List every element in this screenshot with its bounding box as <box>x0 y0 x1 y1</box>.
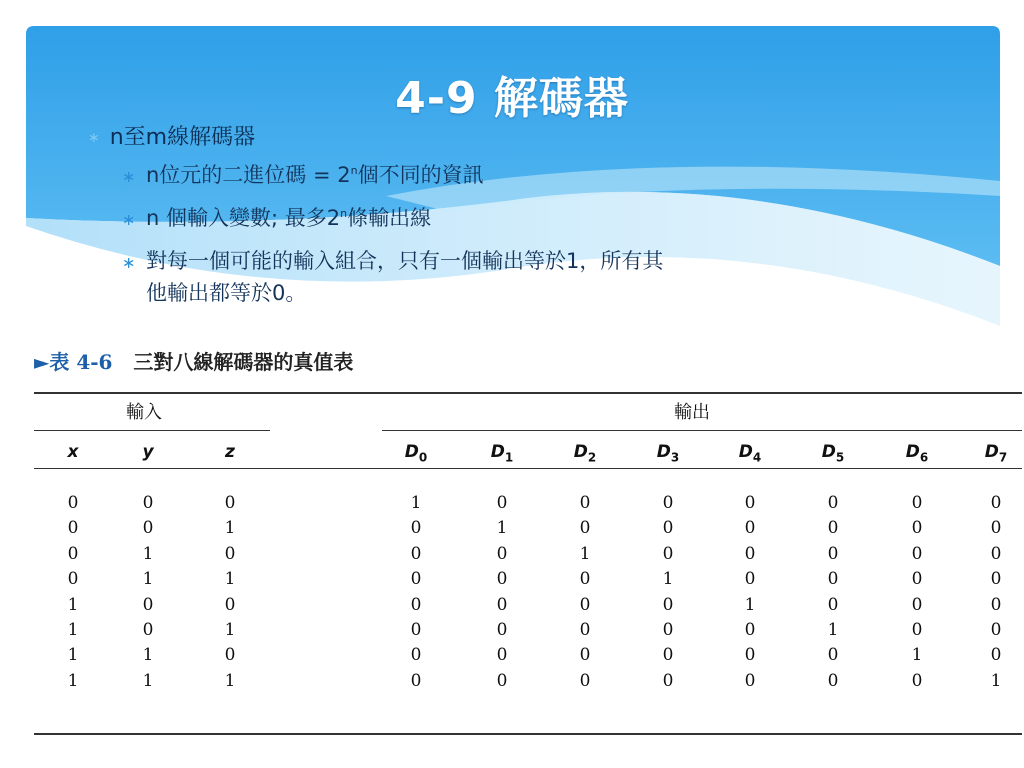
bullet-sub-3-line-1: 對每一個可能的輸入組合，只有一個輸出等於1，所有其 <box>146 249 664 273</box>
table-cell: 1 <box>67 670 79 691</box>
table-cell: 0 <box>990 645 1002 666</box>
col-header-base: D <box>821 442 836 462</box>
col-header-base: D <box>404 442 419 462</box>
table-cell: 0 <box>579 518 591 539</box>
table-cell: 0 <box>744 518 756 539</box>
table-cell: 1 <box>224 569 236 590</box>
table-cell: 0 <box>911 493 923 513</box>
table-cell: 1 <box>911 645 923 666</box>
table-cell: 0 <box>827 645 839 666</box>
table-top-rule <box>34 392 1022 394</box>
table-cell: 0 <box>410 518 422 539</box>
table-cell: 0 <box>579 645 591 666</box>
table-cell: 0 <box>579 493 591 513</box>
table-cell: 0 <box>579 569 591 590</box>
col-header-d0 <box>386 442 446 464</box>
bullet-sub-1-text-a: n位元的二進位碼 = 2 <box>146 163 351 187</box>
table-cell: 0 <box>911 670 923 691</box>
table-cell: 0 <box>496 594 508 615</box>
bullet-asterisk-icon: ∗ <box>122 167 136 186</box>
table-cell: 0 <box>579 670 591 691</box>
table-cell: 0 <box>990 518 1002 539</box>
table-cell: 0 <box>744 645 756 666</box>
col-header-subscript: 1 <box>504 450 514 465</box>
table-cell: 0 <box>990 620 1002 640</box>
table-cell: 1 <box>827 620 839 640</box>
table-cell: 0 <box>662 493 674 513</box>
table-cell: 0 <box>990 493 1002 513</box>
col-header-d2 <box>555 442 615 464</box>
bullet-sub-2-text-b: 條輸出線 <box>347 206 432 230</box>
table-cell: 0 <box>990 569 1002 590</box>
table-cell: 0 <box>410 543 422 564</box>
table-cell: 0 <box>744 670 756 691</box>
table-cell: 1 <box>579 543 591 564</box>
table-cell: 0 <box>496 645 508 666</box>
bullet-sub-1-superscript: n <box>350 164 358 177</box>
table-cell: 0 <box>911 569 923 590</box>
col-header-d1 <box>472 442 532 464</box>
table-cell: 0 <box>224 543 236 564</box>
table-cell: 0 <box>224 645 236 666</box>
bullet-asterisk-icon: ∗ <box>122 253 136 272</box>
table-cell: 0 <box>827 569 839 590</box>
col-header-d7 <box>966 442 1024 464</box>
bullet-sub-3 <box>122 246 942 308</box>
col-header-subscript: 3 <box>670 450 680 465</box>
table-caption-number: ►表 4-6 <box>34 350 113 374</box>
col-header-d6 <box>887 442 947 464</box>
table-cell: 0 <box>662 620 674 640</box>
table-cell: 1 <box>662 569 674 590</box>
table-cell: 1 <box>410 493 422 513</box>
table-cell: 1 <box>67 645 79 666</box>
table-cell: 1 <box>142 670 154 691</box>
table-cell: 0 <box>579 620 591 640</box>
bullet-sub-1 <box>122 160 942 192</box>
col-header-y: y <box>142 442 154 462</box>
table-cell: 0 <box>496 569 508 590</box>
col-header-subscript: 2 <box>587 450 597 465</box>
table-cell: 1 <box>496 518 508 539</box>
table-cell: 1 <box>142 569 154 590</box>
col-header-base: D <box>656 442 671 462</box>
inputs-group-rule <box>34 430 270 431</box>
table-cell: 0 <box>410 569 422 590</box>
col-header-x: x <box>67 442 79 462</box>
table-bottom-rule <box>34 733 1022 735</box>
table-cell: 0 <box>410 620 422 640</box>
table-cell: 0 <box>662 543 674 564</box>
bullet-asterisk-icon: ∗ <box>122 210 136 229</box>
table-cell: 1 <box>67 594 79 615</box>
header-bottom-rule <box>34 468 1022 469</box>
table-cell: 0 <box>142 620 154 640</box>
table-cell: 0 <box>142 493 154 513</box>
table-cell: 0 <box>744 620 756 640</box>
table-cell: 0 <box>827 594 839 615</box>
table-cell: 0 <box>67 543 79 564</box>
col-header-subscript: 6 <box>919 450 929 465</box>
col-header-base: D <box>738 442 753 462</box>
col-header-d5 <box>803 442 863 464</box>
table-cell: 0 <box>496 620 508 640</box>
col-header-subscript: 0 <box>418 450 428 465</box>
table-cell: 0 <box>744 543 756 564</box>
table-cell: 0 <box>410 594 422 615</box>
outputs-group-rule <box>382 430 1022 431</box>
table-caption <box>34 346 353 375</box>
table-cell: 0 <box>67 569 79 590</box>
table-cell: 0 <box>911 518 923 539</box>
table-cell: 0 <box>410 645 422 666</box>
table-cell: 0 <box>744 493 756 513</box>
col-header-base: D <box>984 442 999 462</box>
table-cell: 0 <box>827 543 839 564</box>
bullet-asterisk-icon: ∗ <box>88 130 100 146</box>
col-header-d3 <box>638 442 698 464</box>
col-header-z: z <box>225 442 235 462</box>
table-cell: 0 <box>224 594 236 615</box>
table-cell: 1 <box>990 670 1002 691</box>
table-cell: 0 <box>990 594 1002 615</box>
table-cell: 1 <box>67 620 79 640</box>
table-cell: 1 <box>224 670 236 691</box>
bullet-main-text: n至m線解碼器 <box>109 125 256 150</box>
table-cell: 1 <box>142 543 154 564</box>
col-header-base: D <box>573 442 588 462</box>
bullet-sub-1-text-b: 個不同的資訊 <box>357 163 484 187</box>
col-header-d4 <box>720 442 780 464</box>
table-cell: 0 <box>662 670 674 691</box>
col-header-subscript: 7 <box>998 450 1008 465</box>
bullet-sub-2-superscript: n <box>340 207 348 220</box>
col-header-base: D <box>490 442 505 462</box>
table-cell: 0 <box>67 518 79 539</box>
col-header-subscript: 5 <box>835 450 845 465</box>
group-header-inputs: 輸入 <box>126 402 162 423</box>
bullet-sub-2-text-a: n 個輸入變數; 最多2 <box>146 206 341 230</box>
col-header-base: D <box>905 442 920 462</box>
table-cell: 0 <box>67 493 79 513</box>
slide-title: 4-9 解碼器 <box>395 73 629 124</box>
table-cell: 0 <box>662 645 674 666</box>
table-cell: 0 <box>142 594 154 615</box>
table-cell: 1 <box>224 620 236 640</box>
table-cell: 0 <box>496 670 508 691</box>
table-cell: 1 <box>744 594 756 615</box>
group-header-outputs: 輸出 <box>674 402 710 423</box>
table-caption-title: 三對八線解碼器的真值表 <box>133 350 354 374</box>
table-cell: 1 <box>224 518 236 539</box>
table-cell: 0 <box>911 594 923 615</box>
table-cell: 0 <box>496 543 508 564</box>
table-cell: 0 <box>911 620 923 640</box>
table-cell: 0 <box>744 569 756 590</box>
table-cell: 0 <box>827 670 839 691</box>
table-cell: 1 <box>142 645 154 666</box>
table-cell: 0 <box>911 543 923 564</box>
bullet-main <box>88 120 255 151</box>
bullet-sub-2 <box>122 203 942 235</box>
bullet-sub-3-line-2: 他輸出都等於0。 <box>146 281 307 305</box>
table-cell: 0 <box>410 670 422 691</box>
truth-table <box>34 392 1022 737</box>
table-cell: 0 <box>662 594 674 615</box>
table-cell: 0 <box>827 518 839 539</box>
table-cell: 0 <box>142 518 154 539</box>
table-cell: 0 <box>224 493 236 513</box>
table-cell: 0 <box>496 493 508 513</box>
table-cell: 0 <box>662 518 674 539</box>
col-header-subscript: 4 <box>752 450 762 465</box>
table-cell: 0 <box>579 594 591 615</box>
table-cell: 0 <box>990 543 1002 564</box>
table-cell: 0 <box>827 493 839 513</box>
